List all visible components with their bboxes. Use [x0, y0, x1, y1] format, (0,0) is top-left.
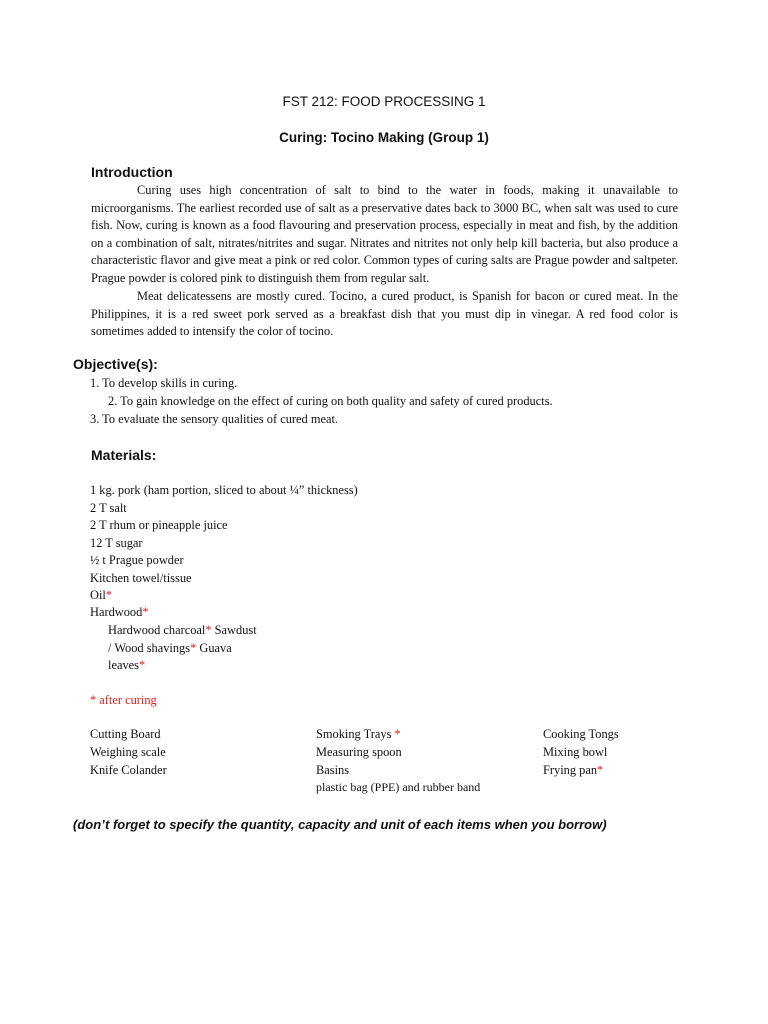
after-curing-asterisk: * — [205, 623, 212, 637]
objective-item: 1. To develop skills in curing. — [90, 376, 238, 390]
material-label: Hardwood — [90, 605, 143, 619]
document-title: FST 212: FOOD PROCESSING 1 — [282, 94, 486, 109]
document-subtitle: Curing: Tocino Making (Group 1) — [279, 130, 489, 145]
equipment-label: Smoking Trays — [316, 727, 395, 741]
material-label: Hardwood charcoal — [108, 623, 206, 637]
after-curing-asterisk: * — [138, 658, 146, 672]
objective-item: 3. To evaluate the sensory qualities of cured meat. — [90, 412, 339, 426]
material-label: Oil — [90, 588, 106, 602]
equipment-item: plastic bag (PPE) and rubber band — [316, 780, 481, 794]
material-item: 2 T salt — [90, 501, 127, 515]
introduction-heading: Introduction — [91, 164, 173, 180]
introduction-paragraph-1: Curing uses high concentration of salt to bind to the water in foods, making it unavailable to microorganisms. The earliest recorded use of salt as a preservative dates back to 3000 BC, when salt was used to cure fish. Now, curing is known as a food flavouring and preservation process, especially in meat and fish, by the addition on a combination of salt, nitrates/nitrites and sugar. Nitrates and nitrites not only help kill bacteria, but also produce a characteristic flavor and give meat a pink or red color. Common types of curing salts are Prague powder and saltpeter. Prague powder is colored pink to distinguish them from regular salt. — [91, 183, 678, 285]
equipment-item: Cooking Tongs — [543, 727, 619, 741]
borrowing-reminder: (don’t forget to specify the quantity, capacity and unit of each items when you borrow) — [73, 817, 607, 832]
equipment-item: Mixing bowl — [543, 745, 608, 759]
materials-heading: Materials: — [91, 447, 157, 463]
after-curing-asterisk: * — [394, 727, 401, 741]
material-item-hardwood — [90, 604, 149, 622]
after-curing-asterisk: * — [142, 605, 149, 619]
objectives-heading: Objective(s): — [73, 356, 158, 372]
objective-item: 2. To gain knowledge on the effect of curing on both quality and safety of cured products. — [108, 394, 553, 408]
after-curing-asterisk: * — [105, 588, 113, 602]
after-curing-asterisk: * — [190, 641, 197, 655]
material-subitem — [108, 657, 145, 675]
material-label: / Wood shavings — [108, 641, 191, 655]
material-item-oil — [90, 587, 112, 605]
material-item: Kitchen towel/tissue — [90, 571, 192, 585]
introduction-paragraph-2: Meat delicatessens are mostly cured. Tocino, a cured product, is Spanish for bacon or cured meat. In the Philippines, it is a red sweet pork served as a breakfast dish that you must dip in vinegar. A red food color is sometimes added to intensify the color of tocino. — [91, 289, 678, 339]
material-label: leaves — [108, 658, 139, 672]
material-subitem — [108, 622, 257, 640]
material-subitem — [108, 640, 232, 658]
equipment-item-frying-pan — [543, 762, 603, 780]
equipment-item: Basins — [316, 763, 350, 777]
material-item: 12 T sugar — [90, 536, 143, 550]
equipment-item: Measuring spoon — [316, 745, 402, 759]
equipment-item: Knife Colander — [90, 763, 167, 777]
material-item: 1 kg. pork (ham portion, sliced to about ¼” thickness) — [90, 483, 358, 497]
material-item: ½ t Prague powder — [90, 553, 184, 567]
material-item: 2 T rhum or pineapple juice — [90, 518, 228, 532]
equipment-label: Frying pan — [543, 763, 598, 777]
equipment-item-smoking-trays — [316, 726, 401, 744]
equipment-item: Cutting Board — [90, 727, 161, 741]
after-curing-note: * after curing — [90, 693, 157, 707]
after-curing-asterisk: * — [597, 763, 604, 777]
material-label: Guava — [196, 641, 232, 655]
material-label: Sawdust — [211, 623, 257, 637]
equipment-item: Weighing scale — [90, 745, 166, 759]
